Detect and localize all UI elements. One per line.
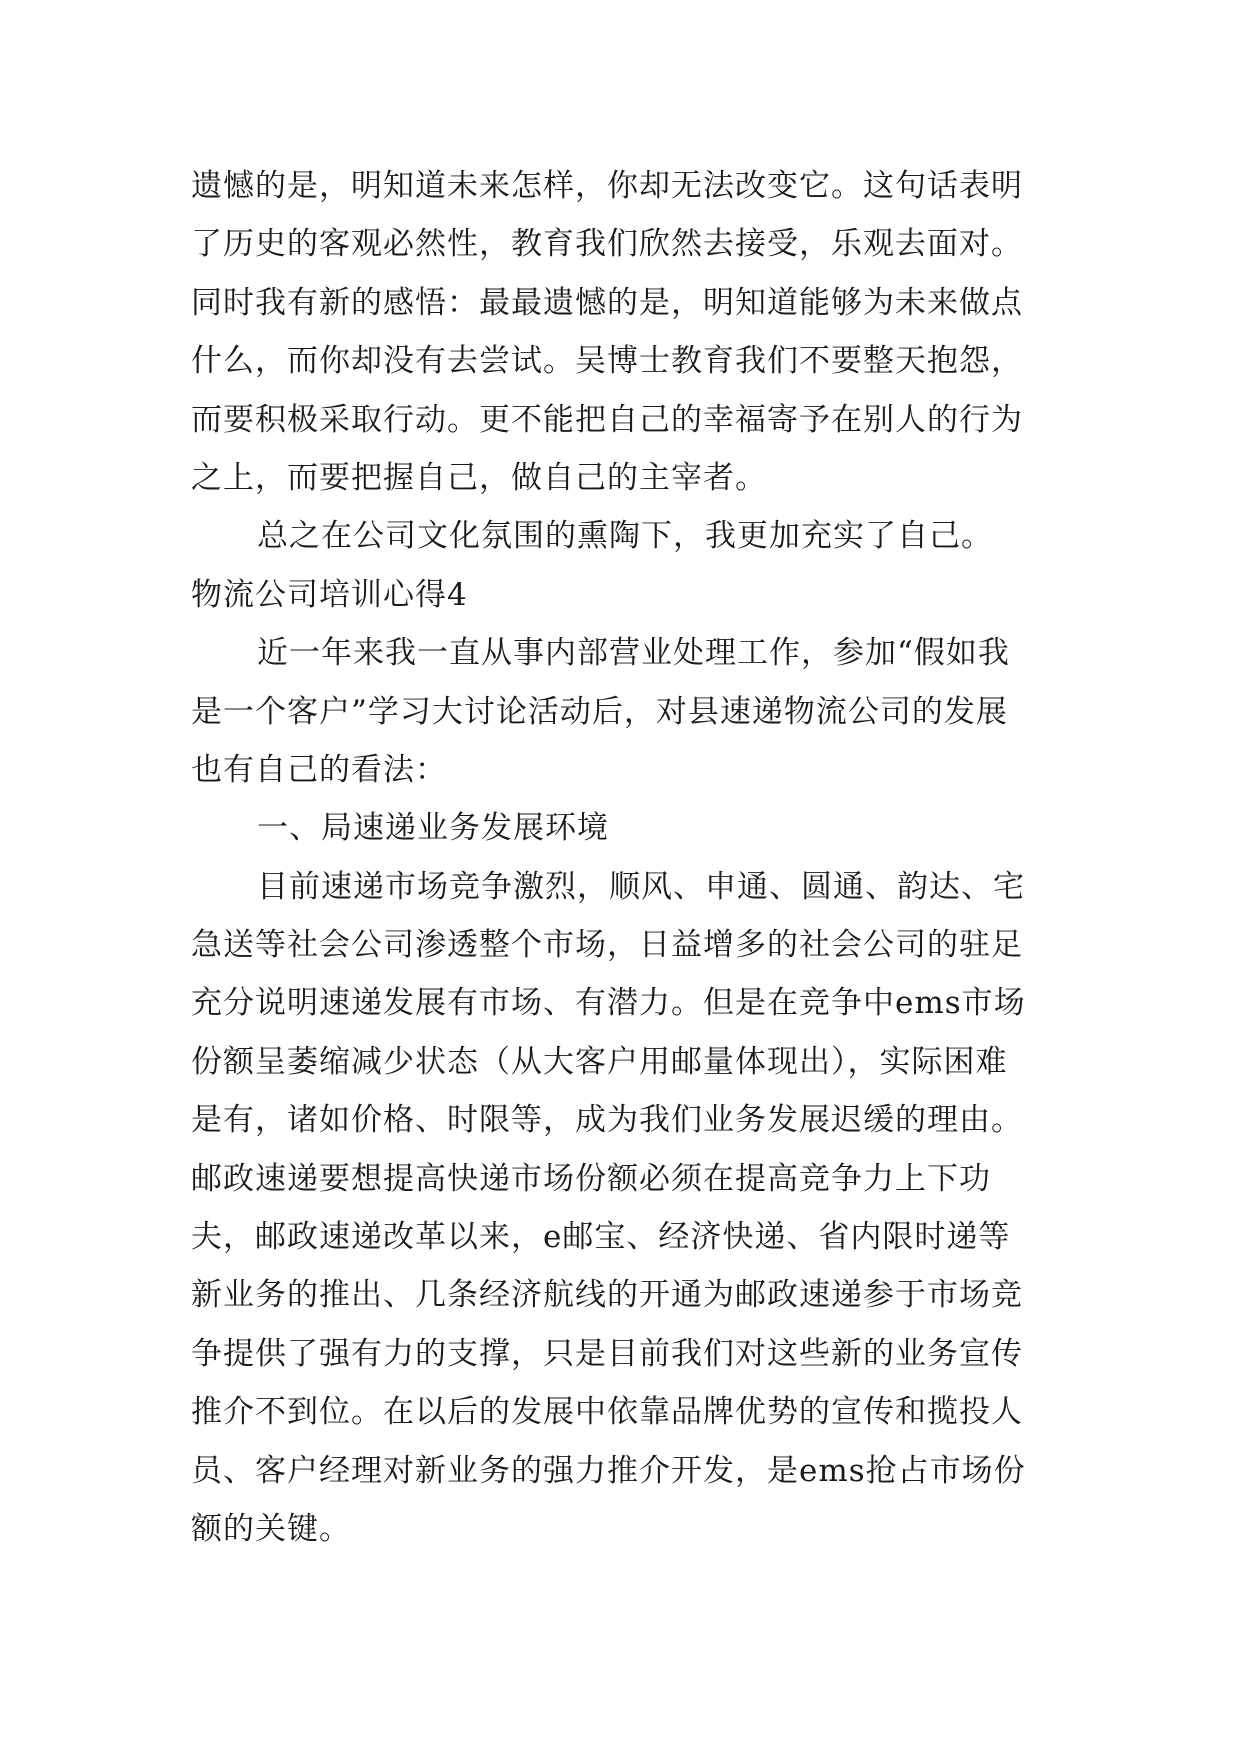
paragraph-line: 夫，邮政速递改革以来，e邮宝、经济快递、省内限时递等 [191,1219,1011,1256]
paragraph-line: 什么，而你却没有去尝试。吴博士教育我们不要整天抱怨， [191,343,1023,380]
paragraph-line: 邮政速递要想提高快递市场份额必须在提高竞争力上下功 [191,1160,991,1197]
paragraph-line: 推介不到位。在以后的发展中依靠品牌优势的宣传和揽投人 [191,1394,1023,1431]
paragraph-line: 份额呈萎缩减少状态（从大客户用邮量体现出），实际困难 [191,1043,1008,1080]
paragraph-line: 充分说明速递发展有市场、有潜力。但是在竞争中ems市场 [191,985,1026,1022]
paragraph-line: 也有自己的看法： [191,751,447,788]
section-heading: 物流公司培训心得4 [191,576,468,613]
paragraph-line: 新业务的推出、几条经济航线的开通为邮政速递参于市场竞 [191,1277,1023,1314]
paragraph-line: 而要积极采取行动。更不能把自己的幸福寄予在别人的行为 [191,401,1023,438]
paragraph-line: 目前速递市场竞争激烈，顺风、申通、圆通、韵达、宅 [257,868,1025,905]
subsection-heading: 一、局速递业务发展环境 [257,810,609,847]
document-body [191,157,1071,1558]
paragraph-line: 急送等社会公司渗透整个市场，日益增多的社会公司的驻足 [191,927,1023,964]
paragraph-line: 是一个客户”学习大讨论活动后，对县速递物流公司的发展 [191,693,1008,730]
paragraph-line: 近一年来我一直从事内部营业处理工作，参加“假如我 [257,635,1010,672]
paragraph-line: 了历史的客观必然性，教育我们欣然去接受，乐观去面对。 [191,226,1023,263]
paragraph-line: 遗憾的是，明知道未来怎样，你却无法改变它。这句话表明 [191,168,1023,204]
paragraph-line: 额的关键。 [191,1510,351,1547]
paragraph-line: 是有，诸如价格、时限等，成为我们业务发展迟缓的理由。 [191,1102,1023,1139]
paragraph-line: 之上，而要把握自己，做自己的主宰者。 [191,459,767,496]
paragraph-line: 总之在公司文化氛围的熏陶下，我更加充实了自己。 [257,518,993,555]
paragraph-line: 争提供了强有力的支撑，只是目前我们对这些新的业务宣传 [191,1335,1023,1372]
paragraph-line: 员、客户经理对新业务的强力推介开发，是ems抢占市场份 [191,1452,1026,1489]
paragraph-line: 同时我有新的感悟：最最遗憾的是，明知道能够为未来做点 [191,284,1023,321]
